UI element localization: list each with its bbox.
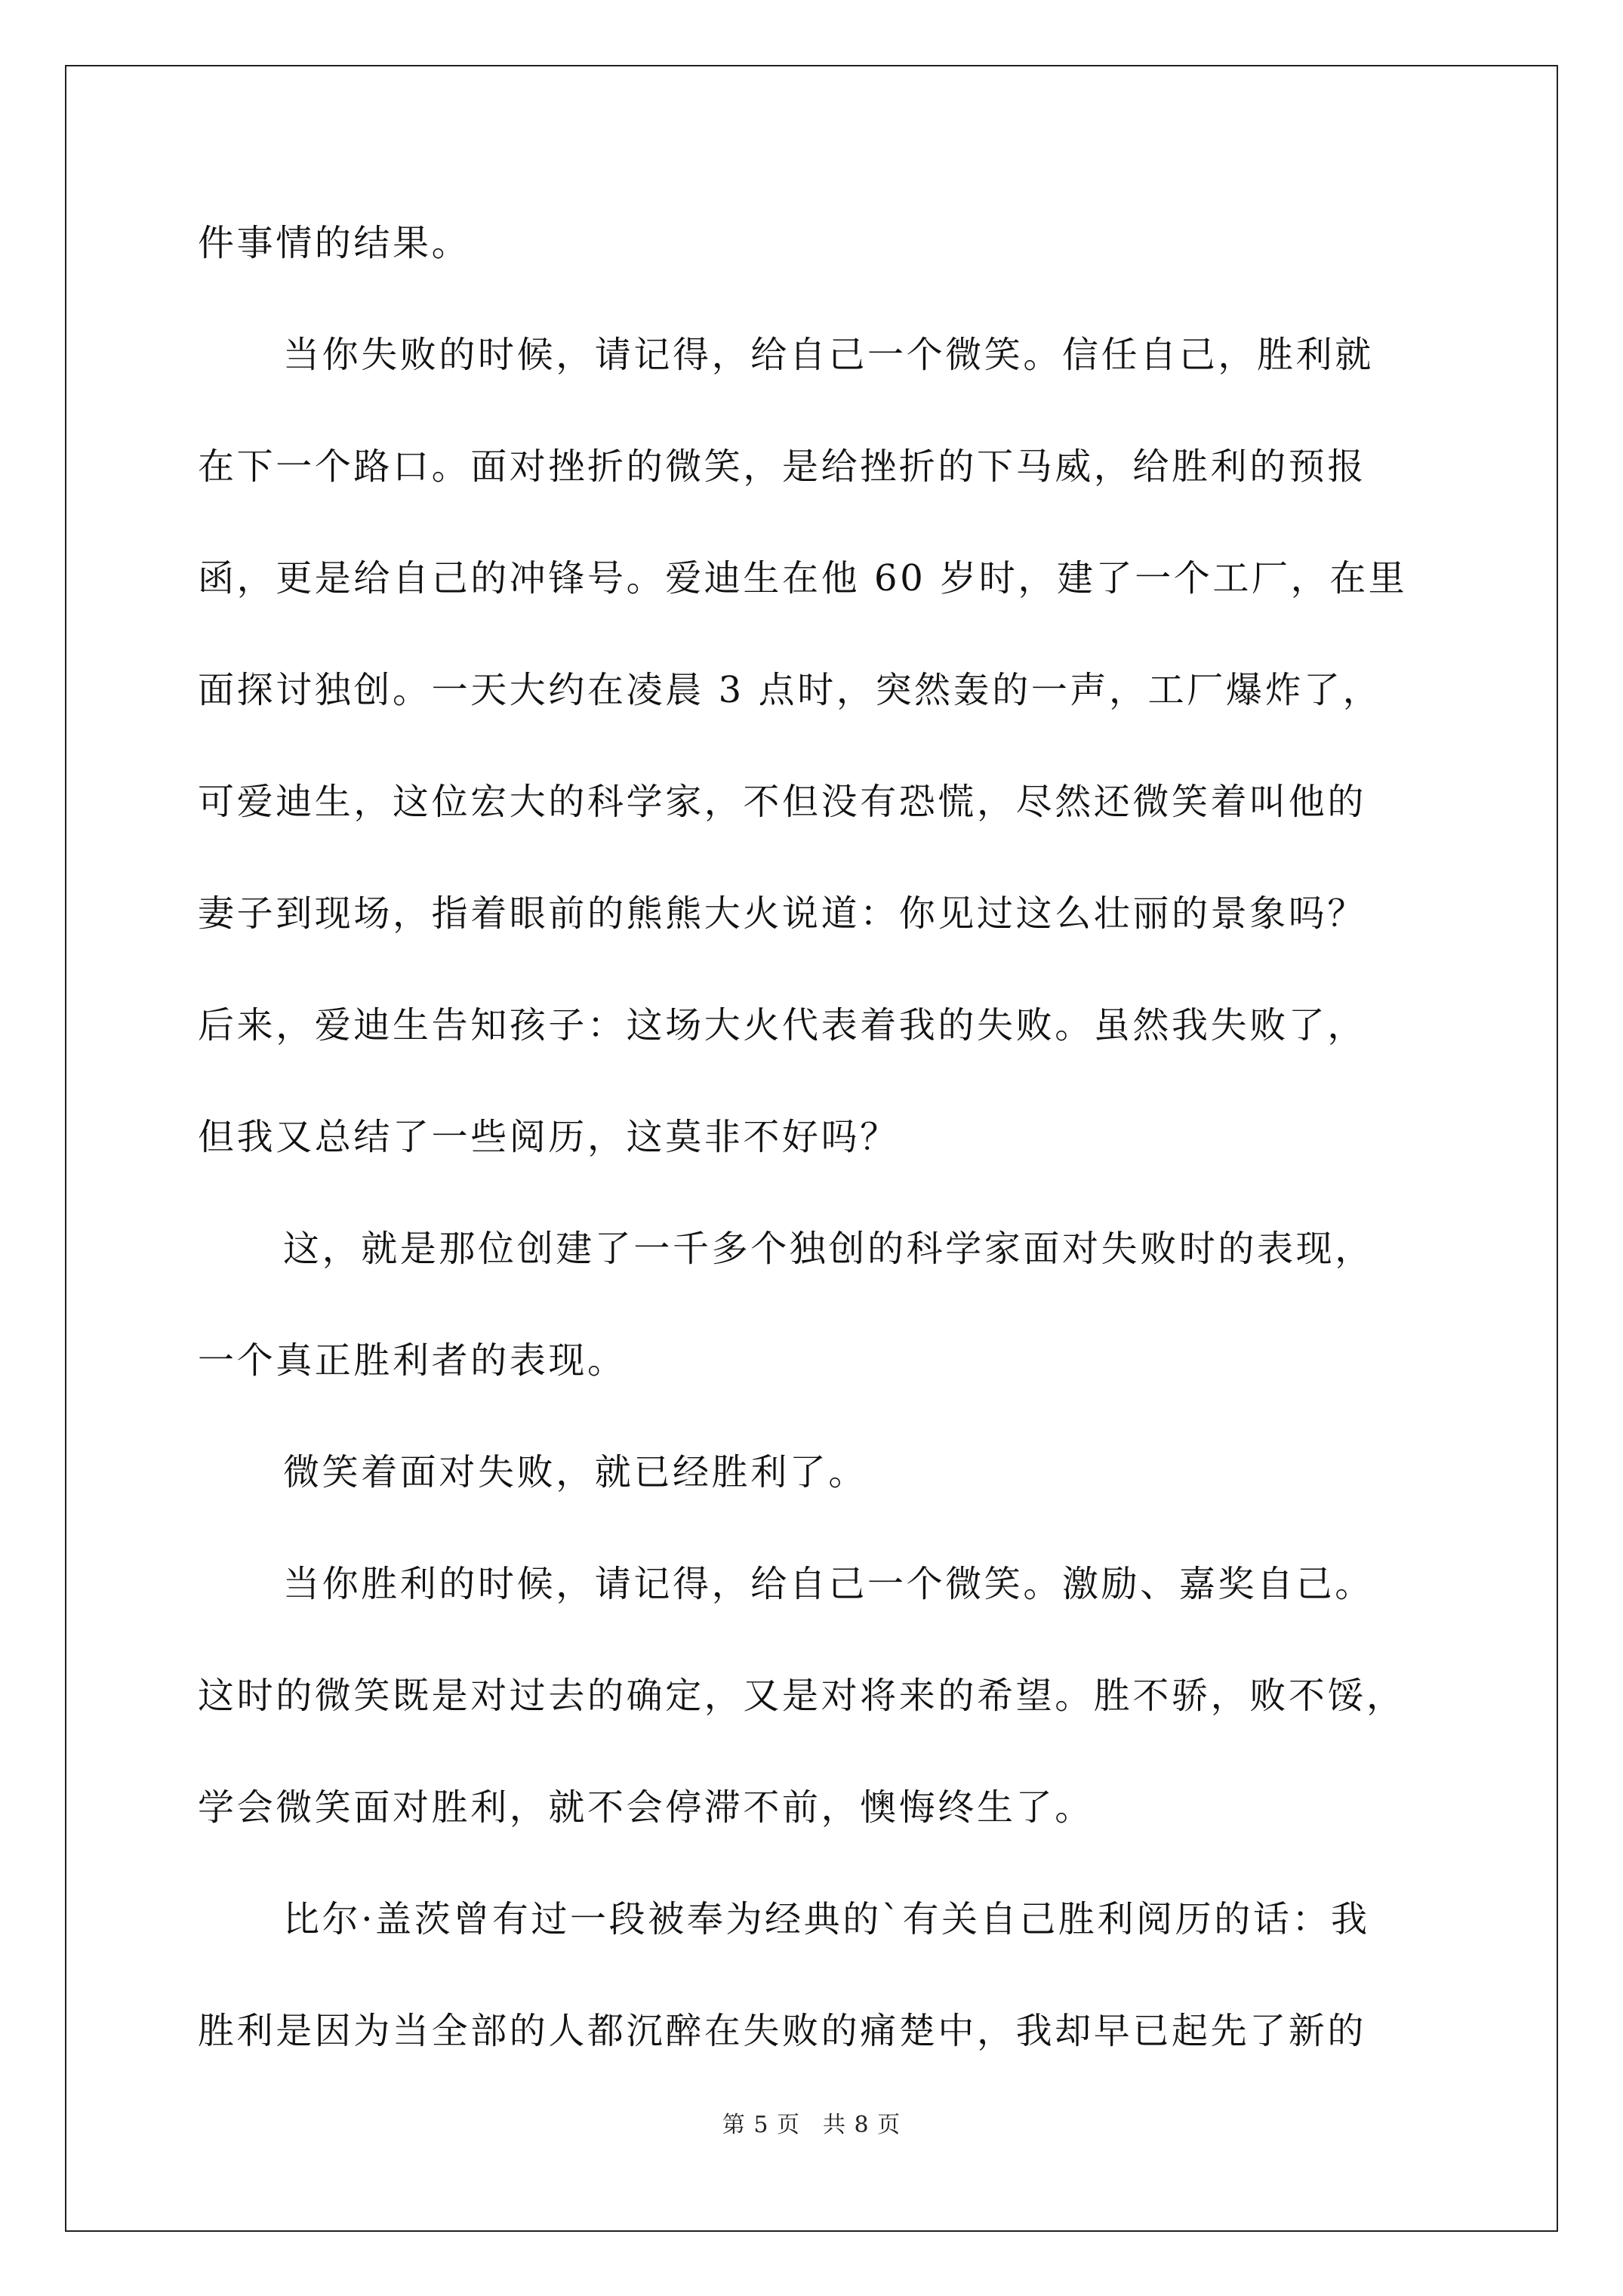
text-line: 学会微笑面对胜利，就不会停滞不前，懊悔终生了。	[198, 1786, 1094, 1829]
text-line: 胜利是因为当全部的人都沉醉在失败的痛楚中，我却早已起先了新的	[198, 2010, 1367, 2052]
text-line: 这时的微笑既是对过去的确定，又是对将来的希望。胜不骄，败不馁，	[198, 1675, 1406, 1717]
text-line: 但我又总结了一些阅历，这莫非不好吗？	[198, 1116, 899, 1158]
text-line: 可爱迪生，这位宏大的科学家，不但没有恐慌，尽然还微笑着叫他的	[198, 781, 1367, 823]
text-line: 一个真正胜利者的表现。	[198, 1339, 627, 1382]
text-line: 函，更是给自己的冲锋号。爱迪生在他 60 岁时，建了一个工厂，在里	[198, 557, 1408, 599]
text-line: 当你胜利的时候，请记得，给自己一个微笑。激励、嘉奖自己。	[283, 1563, 1374, 1605]
page-footer	[0, 2110, 1623, 2140]
page-number: 第 5 页	[722, 2112, 800, 2138]
text-line: 后来，爱迪生告知孩子：这场大火代表着我的失败。虽然我失败了，	[198, 1004, 1367, 1046]
text-line: 面探讨独创。一天大约在凌晨 3 点时，突然轰的一声，工厂爆炸了，	[198, 669, 1382, 711]
text-line: 件事情的结果。	[198, 222, 471, 264]
text-line: 微笑着面对失败，就已经胜利了。	[283, 1451, 868, 1493]
text-line: 这，就是那位创建了一千多个独创的科学家面对失败时的表现，	[283, 1228, 1374, 1270]
page-total: 共 8 页	[823, 2112, 901, 2138]
text-line: 在下一个路口。面对挫折的微笑，是给挫折的下马威，给胜利的预报	[198, 445, 1367, 488]
text-line: 比尔·盖茨曾有过一段被奉为经典的`有关自己胜利阅历的话：我	[283, 1898, 1370, 1940]
text-line: 当你失败的时候，请记得，给自己一个微笑。信任自己，胜利就	[283, 334, 1374, 376]
text-line: 妻子到现场，指着眼前的熊熊大火说道：你见过这么壮丽的景象吗？	[198, 892, 1367, 935]
document-body	[198, 187, 1436, 2087]
